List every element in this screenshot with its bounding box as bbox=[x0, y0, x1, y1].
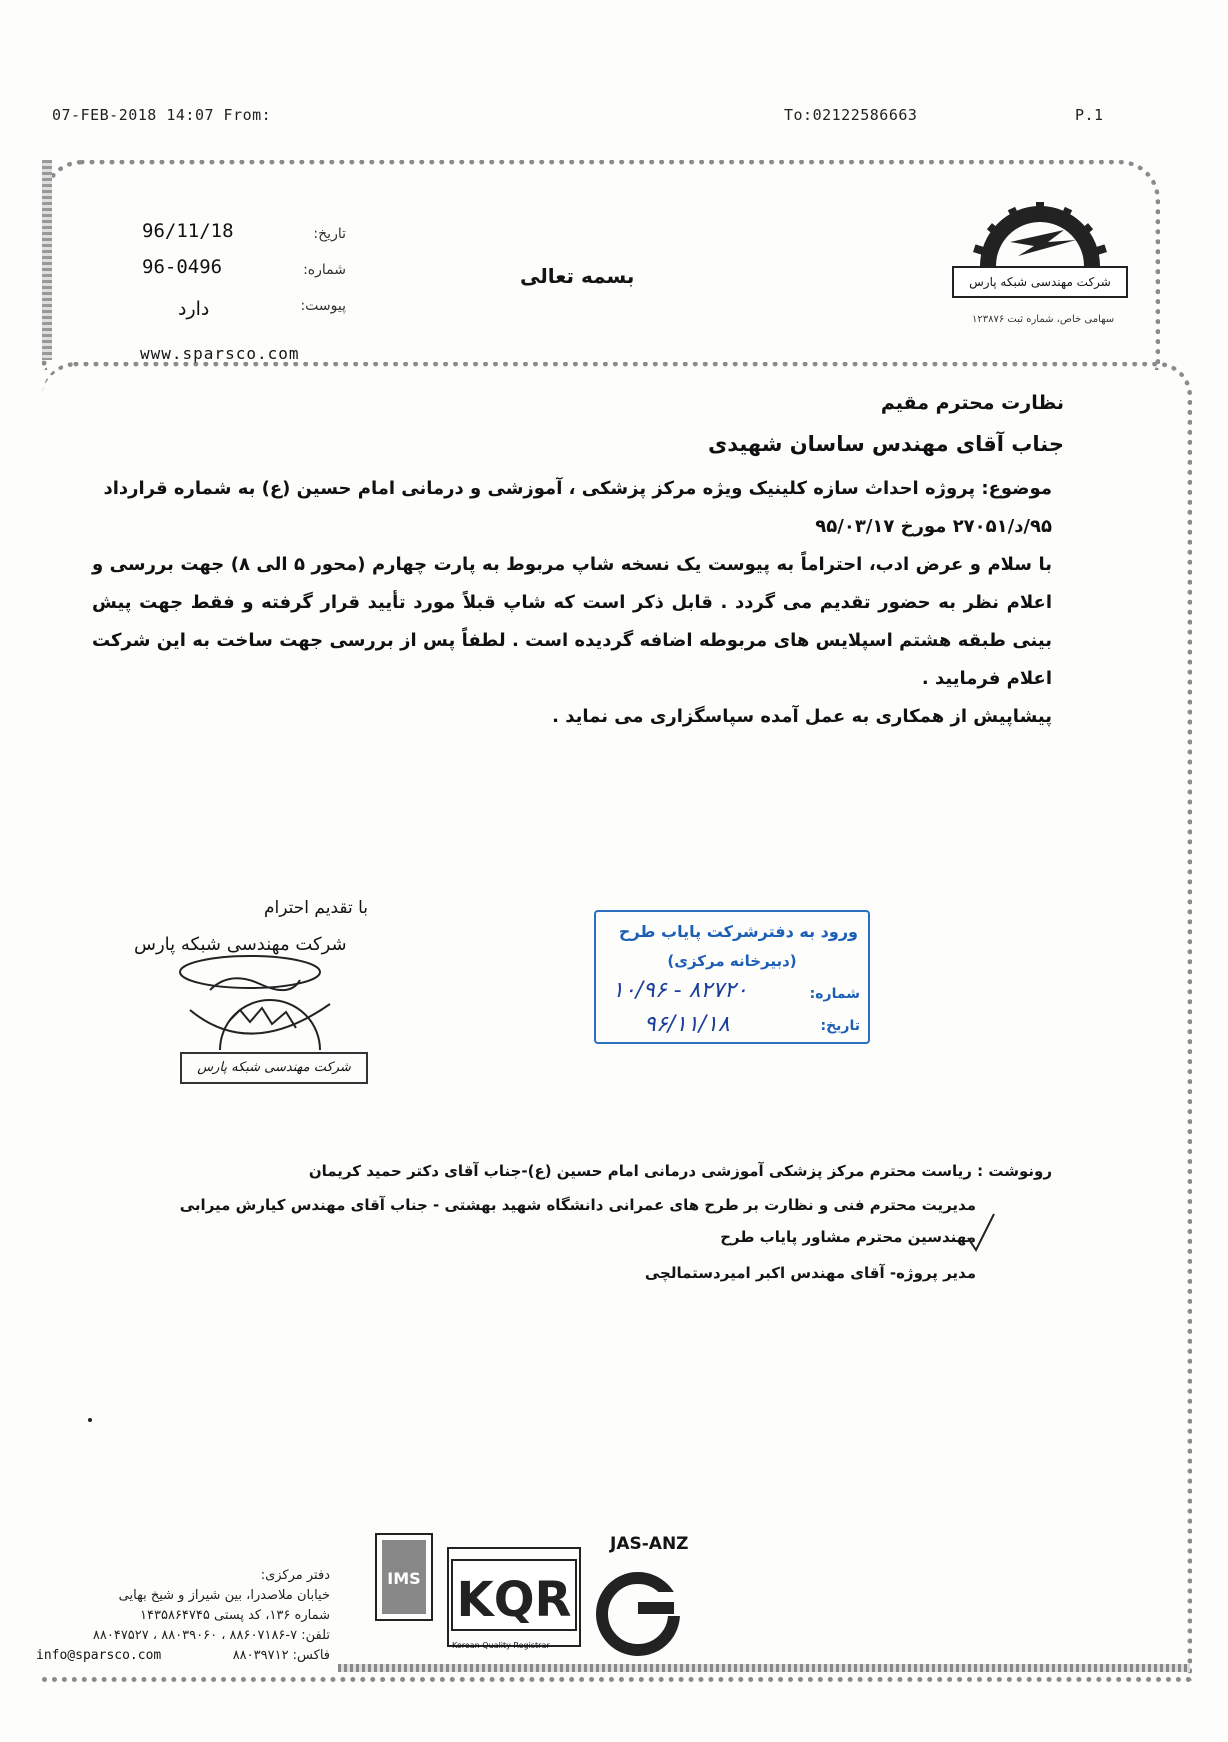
stamp-number-label: شماره: bbox=[809, 986, 860, 1002]
addressee: جناب آقای مهندس ساسان شهیدی bbox=[707, 432, 1064, 456]
number-value: 96-0496 bbox=[142, 256, 223, 278]
fax-header-recipient: To:02122586663 bbox=[784, 106, 918, 124]
footer-office-label: دفتر مرکزی: bbox=[260, 1568, 330, 1583]
footer-fax: فاکس: ۸۸۰۳۹۷۱۲ bbox=[232, 1648, 330, 1663]
frame-left-band bbox=[42, 160, 52, 360]
checkmark-icon bbox=[966, 1212, 996, 1252]
footer-address-1: خیابان ملاصدرا، بین شیراز و شیخ بهایی bbox=[118, 1588, 330, 1603]
footer-address-2: شماره ۱۳۶، کد پستی ۱۴۳۵۸۶۴۷۴۵ bbox=[140, 1608, 330, 1623]
stamp-date-label: تاریخ: bbox=[820, 1018, 860, 1034]
footer-phone: تلفن: ۷-۸۸۶۰۷۱۸۶ ، ۸۸۰۳۹۰۶۰ ، ۸۸۰۴۷۵۲۷ bbox=[92, 1628, 330, 1643]
salutation: نظارت محترم مقیم bbox=[880, 392, 1064, 414]
fax-header-page: P.1 bbox=[1075, 106, 1104, 124]
thanks-line: پیشاپیش از همکاری به عمل آمده سپاسگزاری می نماید . bbox=[552, 706, 1052, 727]
subject-line-2: ۹۵/د/۲۷۰۵۱ مورخ ۹۵/۰۳/۱۷ bbox=[815, 516, 1052, 537]
jas-anz-cert-logo bbox=[602, 1578, 682, 1650]
scan-speck bbox=[88, 1418, 92, 1422]
company-seal-box: شرکت مهندسی شبکه پارس bbox=[180, 1052, 368, 1084]
subject-line-1: موضوع: پروژه احداث سازه کلینیک ویژه مرکز پزشکی ، آموزشی و درمانی امام حسین (ع) به شماره قرارداد bbox=[103, 478, 1052, 499]
frame-bottom-band bbox=[338, 1664, 1190, 1672]
closing-line: با تقدیم احترام bbox=[264, 898, 369, 918]
company-name-box: شرکت مهندسی شبکه پارس bbox=[952, 266, 1128, 298]
cc-line-4: مدیر پروژه- آقای مهندس اکبر امیردستمالچی bbox=[644, 1264, 976, 1282]
date-value: 96/11/18 bbox=[142, 220, 234, 242]
registration-line: سهامی خاص، شماره ثبت ۱۲۳۸۷۶ bbox=[972, 314, 1115, 325]
jas-anz-label: JAS-ANZ bbox=[610, 1534, 689, 1554]
number-label: شماره: bbox=[303, 262, 346, 278]
bismillah-heading: بسمه تعالی bbox=[520, 264, 635, 288]
kqr-cert-logo bbox=[448, 1548, 580, 1646]
stamp-number-value: ۱۰/۹۶ - ۸۲۷۲۰ bbox=[612, 978, 748, 1003]
kqr-caption: Korean Quality Registrar bbox=[452, 1641, 550, 1650]
stamp-title: ورود به دفترشرکت پایاب طرح bbox=[618, 922, 858, 941]
body-paragraph: با سلام و عرض ادب، احتراماً به پیوست یک نسخه شاپ مربوط به پارت چهارم (محور ۵ الی ۸) جهت بررسی و اعلام نظر به حضور تقدیم می گردد . قابل ذکر است که شاپ قبلاً مورد تأیید قرار گرفته و فقط جهت پیش بینی طبقه هشتم اسپلایس های مربوطه اضافه گردیده است . لطفاً پس از بررسی جهت ساخت به این شرکت اعلام فرمایید . bbox=[92, 554, 1052, 689]
cc-line-3: مهندسین محترم مشاور پایاب طرح bbox=[720, 1228, 976, 1246]
svg-text:KQR: KQR bbox=[456, 1572, 572, 1628]
stamp-date-value: ۹۶/۱۱/۱۸ bbox=[644, 1012, 730, 1037]
date-label: تاریخ: bbox=[313, 226, 346, 242]
stamp-subtitle: (دبیرخانه مرکزی) bbox=[667, 952, 797, 970]
signature-company: شرکت مهندسی شبکه پارس bbox=[134, 934, 347, 955]
fax-header-datetime: 07-FEB-2018 14:07 From: bbox=[52, 106, 272, 124]
svg-text:IMS: IMS bbox=[387, 1569, 421, 1588]
received-stamp bbox=[594, 910, 870, 1044]
attachment-value: دارد bbox=[178, 298, 210, 320]
ims-cert-logo bbox=[376, 1534, 432, 1620]
attachment-label: پیوست: bbox=[300, 298, 346, 314]
website-url: www.sparsco.com bbox=[140, 344, 300, 363]
cc-line-2: مدیریت محترم فنی و نظارت بر طرح های عمرانی دانشگاه شهید بهشتی - جناب آقای مهندس کیارش میرابی bbox=[179, 1196, 976, 1214]
subject-block bbox=[92, 470, 1052, 546]
footer-email: info@sparsco.com bbox=[36, 1648, 162, 1663]
cc-line-1: رونوشت : ریاست محترم مرکز پزشکی آموزشی درمانی امام حسین (ع)-جناب آقای دکتر حمید کریمان bbox=[308, 1162, 1052, 1180]
